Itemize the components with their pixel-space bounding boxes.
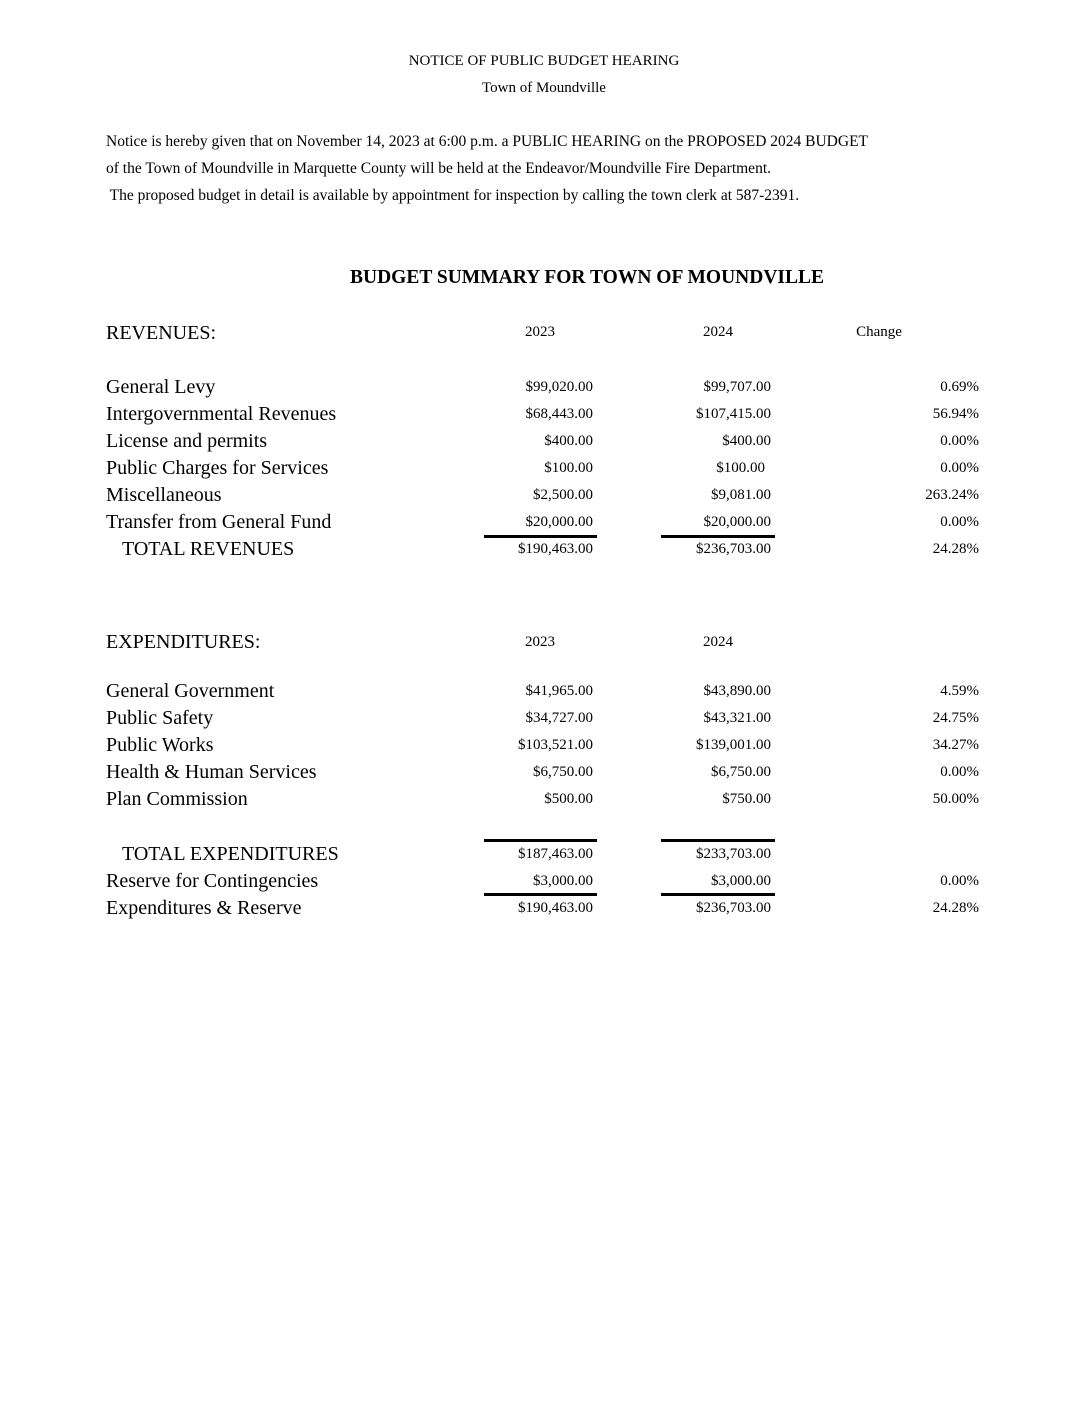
value-2023: $99,020.00 (525, 379, 593, 395)
value-2024: $400.00 (722, 433, 771, 449)
value-2024: $43,890.00 (703, 683, 771, 699)
value-2023: $103,521.00 (518, 737, 593, 753)
row-label: Miscellaneous (106, 484, 222, 506)
value-change: 0.00% (940, 764, 979, 780)
row-label: Transfer from General Fund (106, 511, 332, 533)
value-2024: $236,703.00 (696, 541, 771, 557)
row-label: TOTAL EXPENDITURES (122, 843, 339, 865)
grand-total-rule-2023 (484, 893, 597, 896)
value-2024: $9,081.00 (711, 487, 771, 503)
value-change: 0.00% (940, 433, 979, 449)
budget-summary-heading: BUDGET SUMMARY FOR TOWN OF MOUNDVILLE (350, 267, 825, 288)
value-change: 0.00% (940, 873, 979, 889)
value-2024: $139,001.00 (696, 737, 771, 753)
value-2023: $190,463.00 (518, 541, 593, 557)
subtotal-rule-2023 (484, 535, 597, 538)
value-2023: $2,500.00 (533, 487, 593, 503)
value-change: 0.00% (940, 460, 979, 476)
value-change: 24.28% (932, 541, 979, 557)
value-2023: $34,727.00 (525, 710, 593, 726)
notice-title: NOTICE OF PUBLIC BUDGET HEARING (408, 53, 680, 69)
value-2023: $20,000.00 (525, 514, 593, 530)
value-change: 0.69% (940, 379, 979, 395)
value-change: 4.59% (940, 683, 979, 699)
value-change: 34.27% (932, 737, 979, 753)
value-2024: $99,707.00 (703, 379, 771, 395)
row-label: Reserve for Contingencies (106, 870, 319, 892)
row-label: General Levy (106, 376, 216, 398)
value-2023: $190,463.00 (518, 900, 593, 916)
notice-line-2: of the Town of Moundville in Marquette County will be held at the Endeavor/Moundville Fire Department. (106, 160, 771, 177)
value-change: 24.75% (932, 710, 979, 726)
value-2024: $236,703.00 (696, 900, 771, 916)
revenues-label: REVENUES: (106, 322, 216, 344)
value-2023: $3,000.00 (533, 873, 593, 889)
value-2023: $187,463.00 (518, 846, 593, 862)
value-2024: $107,415.00 (696, 406, 771, 422)
value-2023: $400.00 (544, 433, 593, 449)
value-change: 24.28% (932, 900, 979, 916)
total-rule-2024 (661, 839, 775, 842)
row-label: Plan Commission (106, 788, 248, 810)
value-change: 50.00% (932, 791, 979, 807)
row-label: Health & Human Services (106, 761, 317, 783)
row-label: Public Charges for Services (106, 457, 329, 479)
value-change: 0.00% (940, 514, 979, 530)
row-label: Public Works (106, 734, 214, 756)
row-label: General Government (106, 680, 275, 702)
notice-subtitle: Town of Moundville (482, 80, 606, 96)
value-2024: $20,000.00 (703, 514, 771, 530)
subtotal-rule-2024 (661, 535, 775, 538)
grand-total-rule-2024 (661, 893, 775, 896)
revenues-col-2024: 2024 (703, 324, 733, 340)
value-change: 56.94% (932, 406, 979, 422)
value-2024: $233,703.00 (696, 846, 771, 862)
notice-line-3: The proposed budget in detail is available by appointment for inspection by calling the town clerk at 587-2391. (106, 187, 800, 204)
row-label: Public Safety (106, 707, 214, 729)
expenditures-col-2024: 2024 (703, 634, 733, 650)
expenditures-label: EXPENDITURES: (106, 631, 261, 653)
value-2023: $41,965.00 (525, 683, 593, 699)
notice-line-1: Notice is hereby given that on November 14, 2023 at 6:00 p.m. a PUBLIC HEARING on the PROPOSED 2024 BUDGET (106, 133, 869, 150)
expenditures-col-2023: 2023 (525, 634, 555, 650)
value-2024: $100.00 (716, 460, 765, 476)
row-label: TOTAL REVENUES (122, 538, 295, 560)
value-2023: $6,750.00 (533, 764, 593, 780)
value-2024: $43,321.00 (703, 710, 771, 726)
total-rule-2023 (484, 839, 597, 842)
row-label: License and permits (106, 430, 268, 452)
row-label: Intergovernmental Revenues (106, 403, 337, 425)
value-2024: $3,000.00 (711, 873, 771, 889)
revenues-col-change: Change (856, 324, 902, 340)
value-2023: $100.00 (544, 460, 593, 476)
value-change: 263.24% (925, 487, 979, 503)
value-2024: $6,750.00 (711, 764, 771, 780)
revenues-col-2023: 2023 (525, 324, 555, 340)
value-2023: $500.00 (544, 791, 593, 807)
value-2023: $68,443.00 (525, 406, 593, 422)
row-label: Expenditures & Reserve (106, 897, 302, 919)
value-2024: $750.00 (722, 791, 771, 807)
